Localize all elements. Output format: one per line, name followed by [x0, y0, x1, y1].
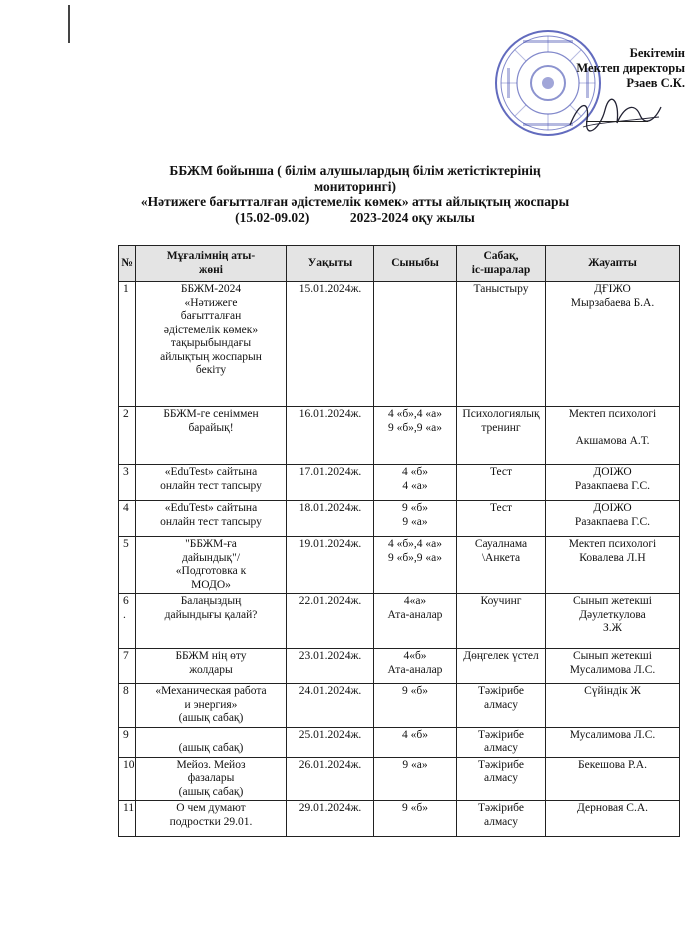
cell-lesson: Дөңгелек үстел: [457, 649, 546, 684]
cell-teacher: Балаңыздың дайындығы қалай?: [136, 594, 287, 649]
cell-num: 1: [119, 282, 136, 407]
approval-name: Рзаев С.К.: [626, 76, 685, 90]
cell-teacher: «Механическая работа и энергия» (ашық сабақ): [136, 684, 287, 728]
header-lesson: Сабақ, іс-шаралар: [457, 246, 546, 282]
cell-time: 22.01.2024ж.: [287, 594, 374, 649]
cell-lesson: Тәжірибе алмасу: [457, 757, 546, 801]
cell-grade: 4«б» Ата-аналар: [374, 649, 457, 684]
table-row: [119, 684, 680, 728]
cell-teacher: «EduTest» сайтына онлайн тест тапсыру: [136, 465, 287, 501]
cell-grade: 9 «б»: [374, 801, 457, 837]
cell-responsible: Мектеп психологі Акшамова А.Т.: [546, 407, 680, 465]
cell-lesson: Коучинг: [457, 594, 546, 649]
cell-grade: 9 «а»: [374, 757, 457, 801]
approval-heading: Бекітемін: [629, 46, 685, 60]
cell-lesson: Сауалнама \Анкета: [457, 537, 546, 594]
cell-teacher: О чем думают подростки 29.01.: [136, 801, 287, 837]
table-row: [119, 649, 680, 684]
cell-lesson: Тәжірибе алмасу: [457, 801, 546, 837]
cell-grade: 9 «б» 9 «а»: [374, 501, 457, 537]
cell-grade: 9 «б»: [374, 684, 457, 728]
cell-num: 10: [119, 757, 136, 801]
table-header-row: [119, 246, 680, 282]
cell-teacher: ББЖМ нің өту жолдары: [136, 649, 287, 684]
cell-time: 26.01.2024ж.: [287, 757, 374, 801]
cell-num: 6 .: [119, 594, 136, 649]
table-row: [119, 282, 680, 407]
cell-grade: 4 «б»: [374, 727, 457, 757]
cell-teacher: ББЖМ-2024 «Нәтижеге бағытталған әдістемелік көмек» тақырыбындағы айлықтың жоспарын бекіту: [136, 282, 287, 407]
cell-responsible: Сынып жетекші Мусалимова Л.С.: [546, 649, 680, 684]
cell-num: 4: [119, 501, 136, 537]
header-num: №: [119, 246, 136, 282]
header-time: Уақыты: [287, 246, 374, 282]
cell-time: 19.01.2024ж.: [287, 537, 374, 594]
cell-responsible: Дерновая С.А.: [546, 801, 680, 837]
cell-num: 11: [119, 801, 136, 837]
plan-table-body: [119, 282, 680, 837]
cell-num: 2: [119, 407, 136, 465]
scan-mark: [68, 5, 70, 43]
table-row: [119, 537, 680, 594]
plan-table: [118, 245, 680, 837]
table-row: [119, 465, 680, 501]
cell-responsible: ДОІЖО Разакпаева Г.С.: [546, 465, 680, 501]
cell-time: 29.01.2024ж.: [287, 801, 374, 837]
cell-grade: 4 «б»,4 «а» 9 «б»,9 «а»: [374, 407, 457, 465]
cell-responsible: Сынып жетекші Дәулеткулова З.Ж: [546, 594, 680, 649]
approval-position: Мектеп директоры: [576, 61, 685, 75]
document-title: [110, 163, 600, 225]
cell-num: 3: [119, 465, 136, 501]
cell-responsible: ДҒІЖО Мырзабаева Б.А.: [546, 282, 680, 407]
cell-lesson: Тәжірибе алмасу: [457, 727, 546, 757]
cell-lesson: Таныстыру: [457, 282, 546, 407]
signature: [565, 95, 665, 135]
header-responsible: Жауапты: [546, 246, 680, 282]
cell-num: 8: [119, 684, 136, 728]
cell-num: 5: [119, 537, 136, 594]
cell-lesson: Тест: [457, 501, 546, 537]
cell-lesson: Психологиялық тренинг: [457, 407, 546, 465]
cell-time: 16.01.2024ж.: [287, 407, 374, 465]
cell-num: 7: [119, 649, 136, 684]
cell-time: 18.01.2024ж.: [287, 501, 374, 537]
approval-block: [545, 46, 685, 91]
header-teacher: Мұғалімнің аты- жөні: [136, 246, 287, 282]
cell-grade: [374, 282, 457, 407]
cell-teacher: Мейоз. Мейоз фазалары (ашық сабақ): [136, 757, 287, 801]
title-line-3: «Нәтижеге бағытталған әдістемелік көмек» атты айлықтың жоспары: [140, 194, 570, 210]
table-row: [119, 727, 680, 757]
cell-num: 9: [119, 727, 136, 757]
cell-teacher: ББЖМ-ге сеніммен барайық!: [136, 407, 287, 465]
cell-teacher: (ашық сабақ): [136, 727, 287, 757]
table-row: [119, 407, 680, 465]
cell-responsible: Бекешова Р.А.: [546, 757, 680, 801]
cell-time: 17.01.2024ж.: [287, 465, 374, 501]
cell-grade: 4 «б»,4 «а» 9 «б»,9 «а»: [374, 537, 457, 594]
cell-teacher: "ББЖМ-ға дайындық"/ «Подготовка к МОДО»: [136, 537, 287, 594]
cell-responsible: ДОІЖО Разакпаева Г.С.: [546, 501, 680, 537]
table-row: [119, 757, 680, 801]
cell-lesson: Тәжірибе алмасу: [457, 684, 546, 728]
cell-lesson: Тест: [457, 465, 546, 501]
cell-responsible: Мектеп психологі Ковалева Л.Н: [546, 537, 680, 594]
cell-time: 15.01.2024ж.: [287, 282, 374, 407]
cell-responsible: Сүйіндік Ж: [546, 684, 680, 728]
table-row: [119, 501, 680, 537]
cell-time: 24.01.2024ж.: [287, 684, 374, 728]
header-grade: Сыныбы: [374, 246, 457, 282]
cell-time: 23.01.2024ж.: [287, 649, 374, 684]
cell-responsible: Мусалимова Л.С.: [546, 727, 680, 757]
title-line-2: мониторингі): [314, 178, 396, 194]
table-row: [119, 594, 680, 649]
cell-grade: 4«а» Ата-аналар: [374, 594, 457, 649]
cell-grade: 4 «б» 4 «а»: [374, 465, 457, 501]
signature-line: [586, 121, 648, 122]
cell-teacher: «EduTest» сайтына онлайн тест тапсыру: [136, 501, 287, 537]
title-line-4: (15.02-09.02) 2023-2024 оқу жылы: [235, 209, 475, 225]
title-line-1: ББЖМ бойынша ( білім алушылардың білім жетістіктерінің: [169, 163, 541, 178]
table-row: [119, 801, 680, 837]
cell-time: 25.01.2024ж.: [287, 727, 374, 757]
